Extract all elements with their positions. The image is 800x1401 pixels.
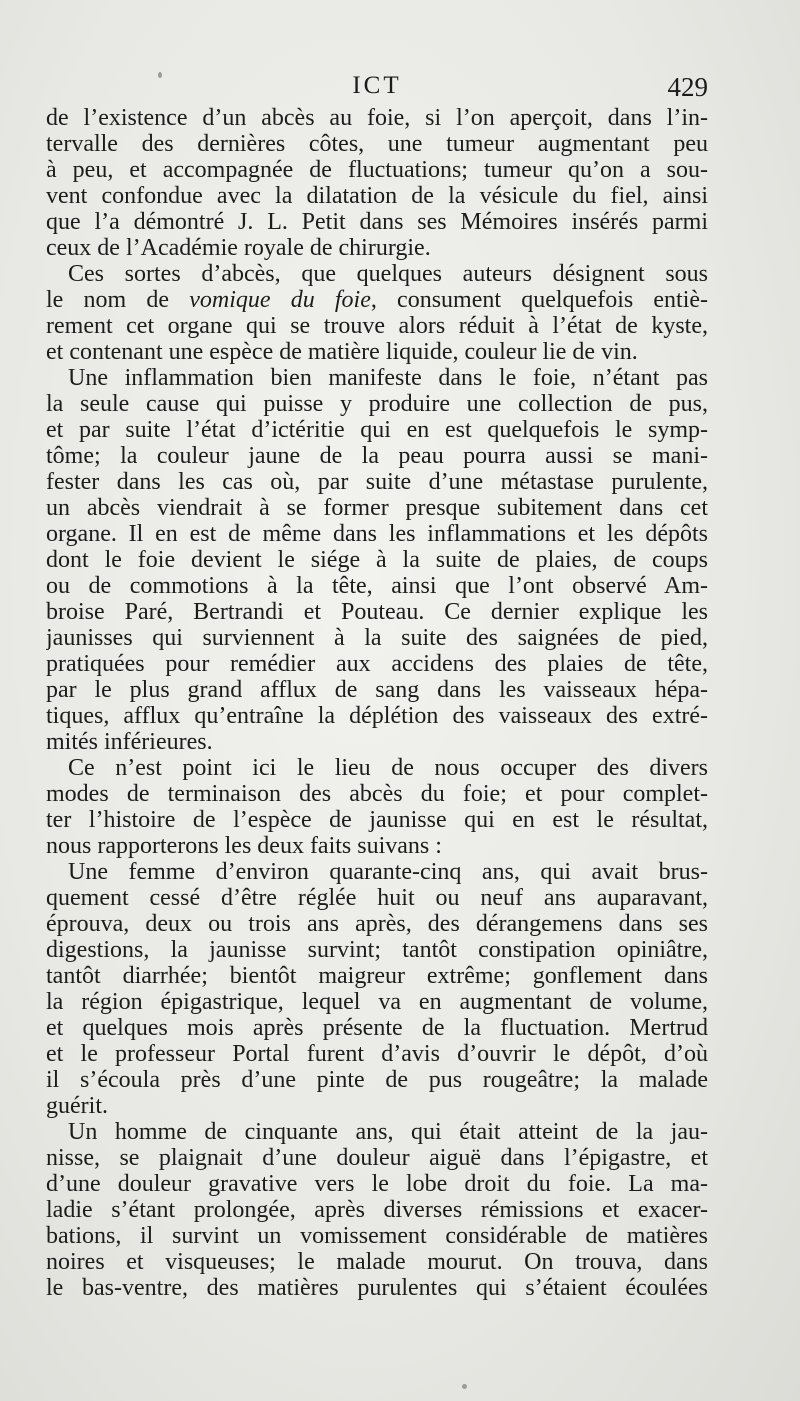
text-line: tiques, afflux qu’entraîne la déplétion des vaisseaux des extré- bbox=[46, 703, 708, 729]
text-line: d’une douleur gravative vers le lobe droit du foie. La ma- bbox=[46, 1171, 708, 1197]
text-line: nisse, se plaignait d’une douleur aiguë dans l’épigastre, et bbox=[46, 1145, 708, 1171]
text-line: rement cet organe qui se trouve alors réduit à l’état de kyste, bbox=[46, 313, 708, 339]
paragraph bbox=[46, 755, 708, 859]
text-line: éprouva, deux ou trois ans après, des dérangemens dans ses bbox=[46, 911, 708, 937]
text-line: pratiquées pour remédier aux accidens des plaies de tête, bbox=[46, 651, 708, 677]
text-line: vent confondue avec la dilatation de la vésicule du fiel, ainsi bbox=[46, 183, 708, 209]
text-line: fester dans les cas où, par suite d’une métastase purulente, bbox=[46, 469, 708, 495]
text-line: que l’a démontré J. L. Petit dans ses Mémoires insérés parmi bbox=[46, 209, 708, 235]
text-line: le nom de vomique du foie, consument quelquefois entiè- bbox=[46, 287, 708, 313]
paragraph bbox=[46, 859, 708, 1119]
text-line: Une femme d’environ quarante-cinq ans, qui avait brus- bbox=[68, 859, 708, 885]
text-line: dont le foie devient le siége à la suite de plaies, de coups bbox=[46, 547, 708, 573]
text-line: quement cessé d’être réglée huit ou neuf ans auparavant, bbox=[46, 885, 708, 911]
italic-term: vomique du foie bbox=[189, 287, 371, 313]
scan-speck bbox=[462, 1384, 467, 1389]
text-line: et par suite l’état d’ictéritie qui en est quelquefois le symp- bbox=[46, 417, 708, 443]
text-line: et quelques mois après présente de la fluctuation. Mertrud bbox=[46, 1015, 708, 1041]
paragraph bbox=[46, 365, 708, 755]
text-line: broise Paré, Bertrandi et Pouteau. Ce dernier explique les bbox=[46, 599, 708, 625]
scan-speck bbox=[158, 72, 162, 78]
page-header bbox=[46, 68, 708, 108]
text-line: et le professeur Portal furent d’avis d’ouvrir le dépôt, d’où bbox=[46, 1041, 708, 1067]
paragraph bbox=[46, 105, 708, 261]
running-head: ICT bbox=[352, 72, 402, 99]
text-line: la seule cause qui puisse y produire une collection de pus, bbox=[46, 391, 708, 417]
text-line: Ces sortes d’abcès, que quelques auteurs désignent sous bbox=[68, 261, 708, 287]
text-line: mités inférieures. bbox=[46, 729, 213, 755]
text-line: digestions, la jaunisse survint; tantôt constipation opiniâtre, bbox=[46, 937, 708, 963]
text-line: Un homme de cinquante ans, qui était atteint de la jau- bbox=[68, 1119, 708, 1145]
text-line: ou de commotions à la tête, ainsi que l’ont observé Am- bbox=[46, 573, 708, 599]
text-line: ceux de l’Académie royale de chirurgie. bbox=[46, 235, 431, 261]
text-line: guérit. bbox=[46, 1093, 108, 1119]
text-line: à peu, et accompagnée de fluctuations; tumeur qu’on a sou- bbox=[46, 157, 708, 183]
text-line: organe. Il en est de même dans les inflammations et les dépôts bbox=[46, 521, 708, 547]
paragraph bbox=[46, 1119, 708, 1301]
text-line: le bas-ventre, des matières purulentes qui s’étaient écoulées bbox=[46, 1275, 708, 1301]
text-line: modes de terminaison des abcès du foie; et pour complet- bbox=[46, 781, 708, 807]
text-line: Ce n’est point ici le lieu de nous occuper des divers bbox=[68, 755, 708, 781]
text-line: par le plus grand afflux de sang dans les vaisseaux hépa- bbox=[46, 677, 708, 703]
text-line: tantôt diarrhée; bientôt maigreur extrême; gonflement dans bbox=[46, 963, 708, 989]
text-line: jaunisses qui surviennent à la suite des saignées de pied, bbox=[46, 625, 708, 651]
text-line: ter l’histoire de l’espèce de jaunisse qui en est le résultat, bbox=[46, 807, 708, 833]
text-line: de l’existence d’un abcès au foie, si l’on aperçoit, dans l’in- bbox=[46, 105, 708, 131]
text-line: il s’écoula près d’une pinte de pus rougeâtre; la malade bbox=[46, 1067, 708, 1093]
text-line: un abcès viendrait à se former presque subitement dans cet bbox=[46, 495, 708, 521]
text-line: nous rapporterons les deux faits suivans : bbox=[46, 833, 442, 859]
text-line: la région épigastrique, lequel va en augmentant de volume, bbox=[46, 989, 708, 1015]
text-line: Une inflammation bien manifeste dans le foie, n’étant pas bbox=[68, 365, 708, 391]
text-line: tervalle des dernières côtes, une tumeur augmentant peu bbox=[46, 131, 708, 157]
text-line: bations, il survint un vomissement considérable de matières bbox=[46, 1223, 708, 1249]
text-line: tôme; la couleur jaune de la peau pourra aussi se mani- bbox=[46, 443, 708, 469]
text-line: ladie s’étant prolongée, après diverses rémissions et exacer- bbox=[46, 1197, 708, 1223]
text-line: noires et visqueuses; le malade mourut. On trouva, dans bbox=[46, 1249, 708, 1275]
paragraph bbox=[46, 261, 708, 365]
body-text bbox=[46, 105, 708, 1301]
text-line: et contenant une espèce de matière liquide, couleur lie de vin. bbox=[46, 339, 638, 365]
page-number: 429 bbox=[667, 72, 708, 102]
